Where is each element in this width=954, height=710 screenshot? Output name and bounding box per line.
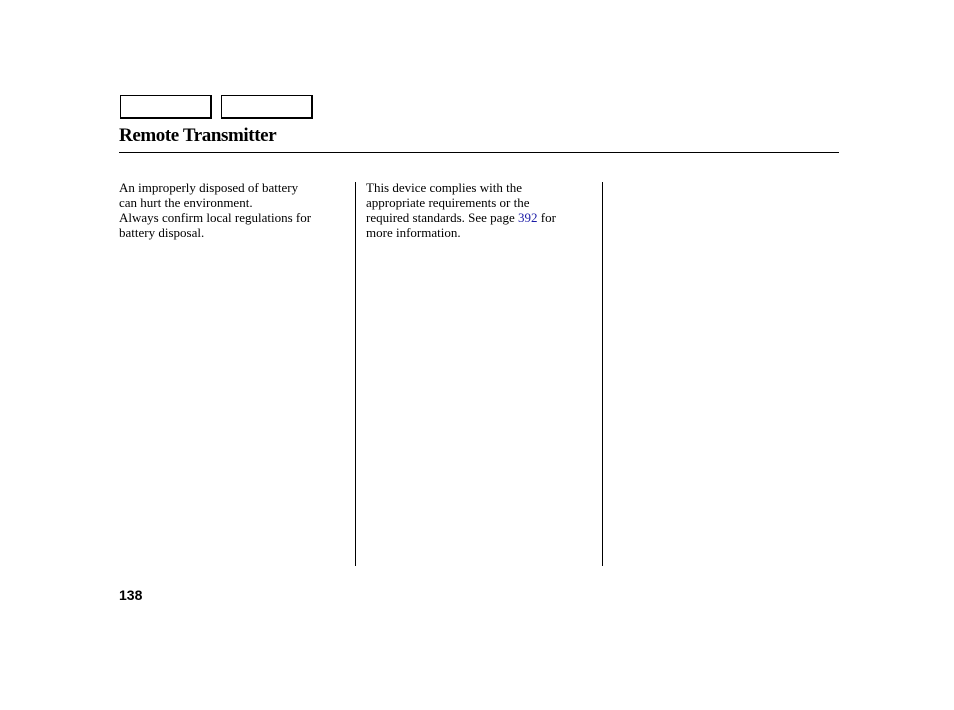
text-line: This device complies with the <box>366 180 522 195</box>
page-title: Remote Transmitter <box>119 125 277 146</box>
text-line: An improperly disposed of battery <box>119 180 299 195</box>
column-divider-right <box>602 182 603 566</box>
column-divider-left <box>355 182 356 566</box>
text-line: Always confirm local regulations for <box>119 210 312 225</box>
text-line: battery disposal. <box>119 225 205 240</box>
text-line: required standards. See page <box>366 210 518 225</box>
battery-disposal-note <box>119 180 349 240</box>
page-number: 138 <box>119 587 143 603</box>
text-line: for <box>537 210 556 225</box>
battery-environment-text <box>119 180 349 210</box>
text-line: more information. <box>366 225 461 240</box>
text-line: can hurt the environment. <box>119 195 253 210</box>
battery-regulations-text <box>119 210 349 240</box>
compliance-text <box>366 180 596 240</box>
page-reference-link[interactable]: 392 <box>517 210 538 225</box>
nav-button-previous[interactable] <box>120 95 212 119</box>
compliance-note <box>366 180 596 240</box>
text-line: appropriate requirements or the <box>366 195 530 210</box>
title-divider <box>119 152 839 153</box>
nav-button-next[interactable] <box>221 95 313 119</box>
